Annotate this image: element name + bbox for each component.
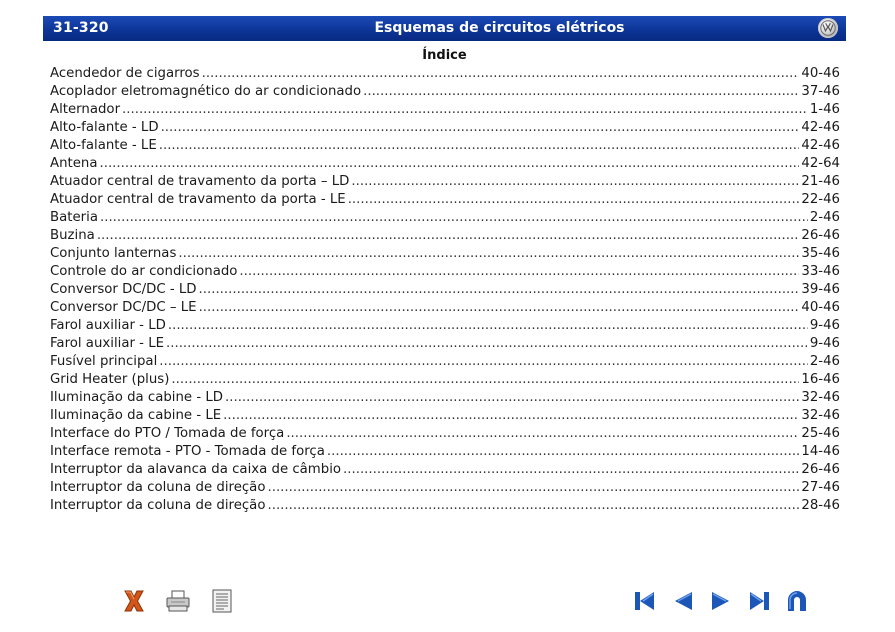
index-entry-label: Acoplador eletromagnético do ar condicionado xyxy=(50,84,362,99)
index-entry[interactable] xyxy=(50,443,840,461)
index-entry-page: 35-46 xyxy=(801,246,840,261)
index-entry[interactable] xyxy=(50,83,840,101)
document-code: 31-320 xyxy=(53,20,109,36)
index-entry-page: 14-46 xyxy=(801,444,840,459)
vw-logo-icon xyxy=(818,18,838,38)
index-list xyxy=(50,65,840,515)
dot-leader xyxy=(225,389,799,407)
dot-leader xyxy=(159,137,800,155)
index-entry-page: 32-46 xyxy=(801,390,840,405)
index-entry[interactable] xyxy=(50,389,840,407)
index-entry[interactable] xyxy=(50,65,840,83)
return-button[interactable] xyxy=(784,588,810,614)
last-page-icon xyxy=(747,589,771,613)
index-entry-page: 42-46 xyxy=(801,120,840,135)
index-entry-page: 33-46 xyxy=(801,264,840,279)
index-entry-page: 2-46 xyxy=(809,354,840,369)
index-entry-page: 16-46 xyxy=(801,372,840,387)
dot-leader xyxy=(239,263,799,281)
index-entry-page: 26-46 xyxy=(801,462,840,477)
index-entry[interactable] xyxy=(50,173,840,191)
index-entry-label: Interface do PTO / Tomada de força xyxy=(50,426,285,441)
index-entry-page: 9-46 xyxy=(809,336,840,351)
index-entry-label: Interruptor da alavanca da caixa de câmbio xyxy=(50,462,342,477)
index-title: Índice xyxy=(422,48,467,63)
index-entry-page: 26-46 xyxy=(801,228,840,243)
index-entry-page: 42-46 xyxy=(801,138,840,153)
index-entry-page: 21-46 xyxy=(801,174,840,189)
index-entry[interactable] xyxy=(50,263,840,281)
index-entry[interactable] xyxy=(50,119,840,137)
index-entry[interactable] xyxy=(50,299,840,317)
dot-leader xyxy=(223,407,799,425)
dot-leader xyxy=(178,245,799,263)
index-entry[interactable] xyxy=(50,425,840,443)
dot-leader xyxy=(267,479,799,497)
dot-leader xyxy=(363,83,799,101)
dot-leader xyxy=(202,65,800,83)
index-entry[interactable] xyxy=(50,335,840,353)
index-entry[interactable] xyxy=(50,245,840,263)
index-entry[interactable] xyxy=(50,317,840,335)
index-entry-label: Atuador central de travamento da porta – LD xyxy=(50,174,350,189)
index-entry-label: Conversor DC/DC - LD xyxy=(50,282,197,297)
index-entry-page: 40-46 xyxy=(801,66,840,81)
index-entry-label: Iluminação da cabine - LE xyxy=(50,408,222,423)
index-entry[interactable] xyxy=(50,209,840,227)
index-entry-page: 40-46 xyxy=(801,300,840,315)
close-icon xyxy=(123,589,145,613)
index-entry-page: 25-46 xyxy=(801,426,840,441)
index-entry-label: Controle do ar condicionado xyxy=(50,264,238,279)
index-entry-label: Alternador xyxy=(50,102,121,117)
print-button[interactable] xyxy=(165,588,191,614)
index-entry[interactable] xyxy=(50,461,840,479)
index-entry[interactable] xyxy=(50,497,840,515)
index-entry-label: Bateria xyxy=(50,210,98,225)
index-entry-label: Conjunto lanternas xyxy=(50,246,177,261)
index-entry-label: Alto-falante - LD xyxy=(50,120,159,135)
dot-leader xyxy=(166,335,808,353)
dot-leader xyxy=(122,101,808,119)
index-entry[interactable] xyxy=(50,137,840,155)
navigation-toolbar xyxy=(632,588,810,614)
index-entry-page: 9-46 xyxy=(809,318,840,333)
dot-leader xyxy=(159,353,808,371)
index-entry[interactable] xyxy=(50,371,840,389)
header-bar xyxy=(43,16,846,41)
document-title: Esquemas de circuitos elétricos xyxy=(374,20,625,36)
dot-leader xyxy=(286,425,799,443)
previous-page-icon xyxy=(671,589,695,613)
dot-leader xyxy=(168,317,808,335)
index-entry-label: Antena xyxy=(50,156,98,171)
index-entry-page: 32-46 xyxy=(801,408,840,423)
first-page-icon xyxy=(633,589,657,613)
index-entry-page: 39-46 xyxy=(801,282,840,297)
dot-leader xyxy=(267,497,799,515)
index-entry[interactable] xyxy=(50,479,840,497)
dot-leader xyxy=(161,119,800,137)
dot-leader xyxy=(348,191,800,209)
index-entry-label: Buzina xyxy=(50,228,95,243)
print-icon xyxy=(166,590,190,612)
dot-leader xyxy=(343,461,799,479)
index-entry[interactable] xyxy=(50,227,840,245)
index-entry-page: 28-46 xyxy=(801,498,840,513)
index-entry-label: Interruptor da coluna de direção xyxy=(50,480,266,495)
return-icon xyxy=(785,589,809,613)
dot-leader xyxy=(199,299,800,317)
index-entry-label: Interruptor da coluna de direção xyxy=(50,498,266,513)
index-entry[interactable] xyxy=(50,281,840,299)
index-entry-label: Conversor DC/DC – LE xyxy=(50,300,197,315)
index-entry-label: Farol auxiliar - LE xyxy=(50,336,165,351)
index-entry[interactable] xyxy=(50,101,840,119)
index-entry[interactable] xyxy=(50,191,840,209)
document-button[interactable] xyxy=(209,588,235,614)
index-entry-label: Fusível principal xyxy=(50,354,158,369)
index-entry-page: 27-46 xyxy=(801,480,840,495)
document-icon xyxy=(212,589,232,613)
next-page-button[interactable] xyxy=(708,588,734,614)
index-entry-label: Interface remota - PTO - Tomada de força xyxy=(50,444,325,459)
index-entry-page: 42-64 xyxy=(801,156,840,171)
index-entry-page: 37-46 xyxy=(801,84,840,99)
last-page-button[interactable] xyxy=(746,588,772,614)
dot-leader xyxy=(199,281,800,299)
toolbar-left xyxy=(121,588,235,614)
dot-leader xyxy=(100,155,800,173)
dot-leader xyxy=(100,209,808,227)
next-page-icon xyxy=(709,589,733,613)
dot-leader xyxy=(171,371,799,389)
index-entry-label: Acendedor de cigarros xyxy=(50,66,200,81)
index-entry-page: 2-46 xyxy=(809,210,840,225)
index-entry-label: Farol auxiliar - LD xyxy=(50,318,166,333)
dot-leader xyxy=(327,443,799,461)
index-entry-page: 22-46 xyxy=(801,192,840,207)
dot-leader xyxy=(97,227,800,245)
index-entry[interactable] xyxy=(50,155,840,173)
index-entry-page: 1-46 xyxy=(809,102,840,117)
index-entry-label: Iluminação da cabine - LD xyxy=(50,390,224,405)
previous-page-button[interactable] xyxy=(670,588,696,614)
index-entry-label: Alto-falante - LE xyxy=(50,138,157,153)
index-entry[interactable] xyxy=(50,353,840,371)
index-entry-label: Grid Heater (plus) xyxy=(50,372,170,387)
index-entry[interactable] xyxy=(50,407,840,425)
dot-leader xyxy=(351,173,799,191)
close-button[interactable] xyxy=(121,588,147,614)
index-entry-label: Atuador central de travamento da porta - LE xyxy=(50,192,346,207)
first-page-button[interactable] xyxy=(632,588,658,614)
